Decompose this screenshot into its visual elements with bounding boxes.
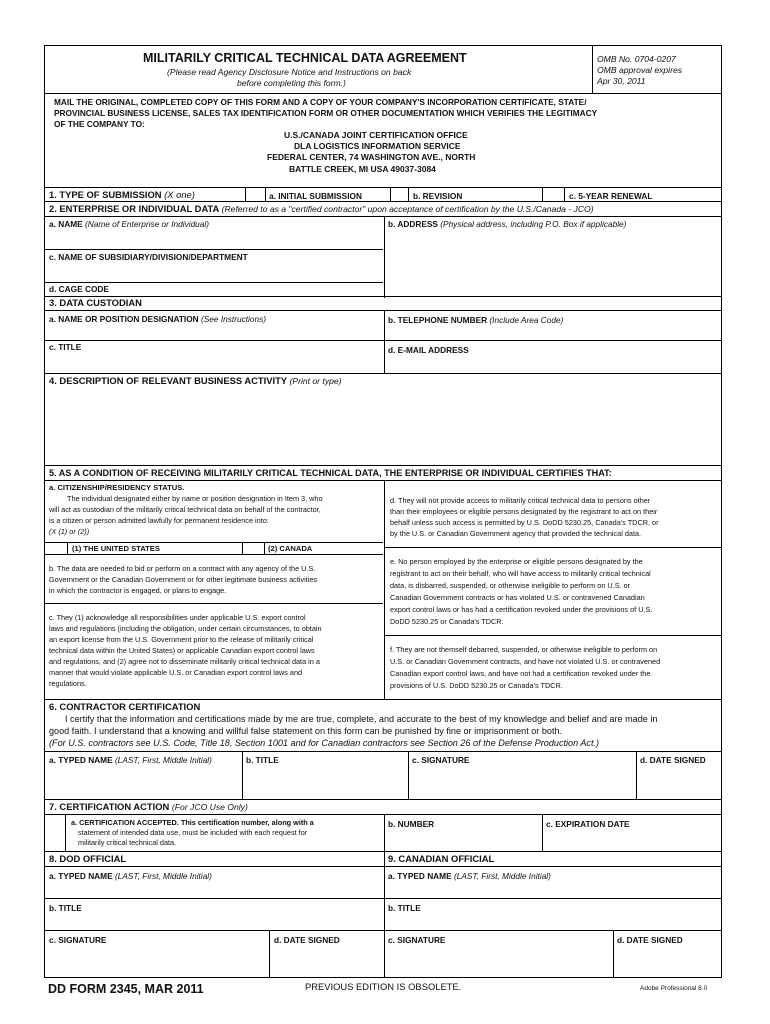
item-5d-line3: behalf unless such access is permitted by U.S. DoDD 5230.25, Canada's TDCR, or	[390, 518, 659, 527]
mail-address-line4: BATTLE CREEK, MI USA 49037-3084	[289, 164, 436, 174]
checkbox-canada[interactable]	[243, 543, 263, 553]
checkbox-5-year-renewal[interactable]	[543, 188, 564, 200]
section5-title: 5. AS A CONDITION OF RECEIVING MILITARILY CRITICAL TECHNICAL DATA, THE ENTERPRISE OR INDIVIDUAL CERTIFIES THAT:	[49, 468, 612, 478]
canadian-title-input[interactable]	[386, 914, 719, 929]
omb-number: OMB No. 0704-0207	[597, 54, 676, 64]
item-5a-title: a. CITIZENSHIP/RESIDENCY STATUS.	[49, 483, 185, 492]
field-6a-label	[49, 755, 212, 765]
item-5e-line4: Canadian Government contracts or has violated U.S. or contravened Canadian	[390, 593, 645, 602]
checkbox-revision[interactable]	[391, 188, 409, 200]
field-8a-label	[49, 871, 212, 881]
custodian-email-input[interactable]	[386, 355, 719, 372]
omb-date: Apr 30, 2011	[597, 76, 646, 86]
item-5c-line5: and regulations, and (2) agree not to disseminate militarily critical technical data in a	[49, 657, 320, 666]
section2-title	[49, 204, 594, 214]
item-5c-line2: laws and regulations (including the obligation, under certain circumstances, to obtain	[49, 624, 322, 633]
field-2a-hint: (Name of Enterprise or Individual)	[84, 219, 210, 229]
section7-label: 7. CERTIFICATION ACTION	[49, 801, 170, 812]
mail-instructions-line3: OF THE COMPANY TO:	[54, 119, 145, 129]
field-3a-label	[49, 314, 266, 324]
item-5c-line7: regulations.	[49, 679, 87, 688]
enterprise-address-input[interactable]	[386, 229, 719, 296]
section4-title	[49, 376, 342, 386]
contractor-date-signed-input[interactable]	[638, 766, 719, 798]
item-5b-line3: in which the contractor is engaged, or plans to engage.	[49, 586, 227, 595]
item-5c-line1: c. They (1) acknowledge all responsibilities under applicable U.S. export control	[49, 613, 306, 622]
section7-title	[49, 802, 248, 812]
section4-label: 4. DESCRIPTION OF RELEVANT BUSINESS ACTIVITY	[49, 375, 287, 386]
field-8b-label: b. TITLE	[49, 903, 82, 913]
option-initial-submission: a. INITIAL SUBMISSION	[269, 191, 362, 201]
business-activity-textarea[interactable]	[47, 388, 719, 464]
contractor-signature-field[interactable]	[410, 766, 634, 798]
item-5b-line1: b. The data are needed to bid or perform on a contract with any agency of the U.S.	[49, 564, 316, 573]
field-2a-label	[49, 219, 209, 229]
field-6a-hint: (LAST, First, Middle Initial)	[114, 755, 212, 765]
item-5e-line6: DoDD 5230.25 or Canada's TDCR.	[390, 617, 504, 626]
field-3b-hint: (Include Area Code)	[489, 315, 564, 325]
form-container	[44, 45, 722, 978]
field-2c-label: c. NAME OF SUBSIDIARY/DIVISION/DEPARTMENT	[49, 252, 248, 262]
mail-instructions-line1: MAIL THE ORIGINAL, COMPLETED COPY OF THIS FORM AND A COPY OF YOUR COMPANY'S INCORPORATION CERTIFICATE, STATE/	[54, 97, 587, 107]
item-5a-line3: is a citizen or person admitted lawfully for permanent residence into:	[49, 516, 269, 525]
canadian-signature-field[interactable]	[386, 946, 611, 976]
field-2b-label	[388, 219, 626, 229]
section2-label: 2. ENTERPRISE OR INDIVIDUAL DATA	[49, 203, 219, 214]
form-title: MILITARILY CRITICAL TECHNICAL DATA AGREEMENT	[143, 51, 467, 65]
section1-label: 1. TYPE OF SUBMISSION	[49, 189, 162, 200]
option-canada: (2) CANADA	[268, 544, 313, 553]
item-5c-line6: manner that would violate applicable U.S. or Canadian export control laws and	[49, 668, 303, 677]
option-united-states: (1) THE UNITED STATES	[72, 544, 160, 553]
cage-code-input[interactable]	[105, 283, 382, 296]
field-7c-label: c. EXPIRATION DATE	[546, 819, 630, 829]
custodian-telephone-input[interactable]	[386, 325, 719, 339]
field-9a-name: a. TYPED NAME	[388, 871, 452, 881]
field-9c-label: c. SIGNATURE	[388, 935, 446, 945]
section4-hint: (Print or type)	[289, 376, 342, 386]
mail-address-line1: U.S./CANADA JOINT CERTIFICATION OFFICE	[284, 130, 468, 140]
field-9b-label: b. TITLE	[388, 903, 421, 913]
item-5d-line4: by the U.S. or Canadian Government agency that provided the technical data.	[390, 529, 642, 538]
checkbox-united-states[interactable]	[47, 543, 66, 553]
mail-address-line3: FEDERAL CENTER, 74 WASHINGTON AVE., NORTH	[267, 152, 476, 162]
item-7a-text: a. CERTIFICATION ACCEPTED. This certification number, along with a	[71, 818, 314, 827]
field-8a-name: a. TYPED NAME	[49, 871, 113, 881]
custodian-title-input[interactable]	[47, 352, 382, 372]
item-5a-line2: will act as custodian of the militarily critical technical data on behalf of the contractor,	[49, 505, 321, 514]
item-5e-line5: export control laws or has had a certification revoked under the provisions of U.S.	[390, 605, 653, 614]
field-3a-hint: (See Instructions)	[200, 314, 267, 324]
dod-title-input[interactable]	[47, 914, 382, 929]
dod-typed-name-input[interactable]	[47, 882, 382, 897]
item-5f-line2: U.S. or Canadian Government contracts, and have not violated U.S. or contravened	[390, 657, 661, 666]
dod-date-signed-input[interactable]	[271, 946, 382, 976]
omb-approval: OMB approval expires	[597, 65, 683, 75]
mail-address-line2: DLA LOGISTICS INFORMATION SERVICE	[294, 141, 461, 151]
option-revision: b. REVISION	[413, 191, 463, 201]
item-5f-line3: Canadian export control laws, and have not had a certification revoked under the	[390, 669, 651, 678]
expiration-date-input[interactable]	[544, 830, 719, 850]
form-number: DD FORM 2345, MAR 2011	[48, 982, 204, 996]
option-5-year-renewal: c. 5-YEAR RENEWAL	[569, 191, 653, 201]
contractor-typed-name-input[interactable]	[47, 766, 240, 798]
checkbox-certification-accepted[interactable]	[47, 816, 64, 849]
field-3b-name: b. TELEPHONE NUMBER	[388, 315, 488, 325]
section3-title: 3. DATA CUSTODIAN	[49, 297, 142, 308]
field-6d-label: d. DATE SIGNED	[640, 755, 706, 765]
certification-text-line1: I certify that the information and certifications made by me are true, complete, and accurate to the best of my knowledge and belief and are made in	[65, 714, 658, 724]
previous-edition-notice: PREVIOUS EDITION IS OBSOLETE.	[305, 981, 462, 992]
section2-hint: (Referred to as a "certified contractor" upon acceptance of certification by the U.S./Canada - JCO)	[221, 204, 594, 214]
dod-signature-field[interactable]	[47, 946, 267, 976]
item-5c-line3: an export license from the U.S. Government prior to the release of militarily critical	[49, 635, 314, 644]
item-5e-line2: registrant to act on their behalf, who will have access to militarily critical technical	[390, 569, 651, 578]
section8-title: 8. DOD OFFICIAL	[49, 853, 127, 864]
field-3d-label: d. E-MAIL ADDRESS	[388, 345, 469, 355]
section1-hint: (X one)	[164, 189, 195, 200]
subsidiary-name-input[interactable]	[47, 262, 382, 282]
field-8a-hint: (LAST, First, Middle Initial)	[114, 871, 212, 881]
canadian-typed-name-input[interactable]	[386, 882, 719, 897]
item-5b-line2: Government or the Canadian Government or for other legitimate business activities	[49, 575, 318, 584]
field-9d-label: d. DATE SIGNED	[617, 935, 683, 945]
item-5d-line2: than their employees or eligible persons designated by the registrant to act on their	[390, 507, 658, 516]
item-5c-line4: technical data within the United States) or applicable Canadian export control laws	[49, 646, 315, 655]
section9-title: 9. CANADIAN OFFICIAL	[388, 853, 495, 864]
field-6c-label: c. SIGNATURE	[412, 755, 470, 765]
field-3b-label	[388, 315, 563, 325]
form-subtitle-line1: (Please read Agency Disclosure Notice and Instructions on back	[167, 67, 412, 77]
field-9a-hint: (LAST, First, Middle Initial)	[453, 871, 551, 881]
section7-hint: (For JCO Use Only)	[171, 802, 248, 812]
field-8c-label: c. SIGNATURE	[49, 935, 107, 945]
custodian-name-input[interactable]	[47, 324, 382, 340]
canadian-date-signed-input[interactable]	[615, 946, 719, 976]
item-7a-line1	[71, 818, 314, 828]
checkbox-initial-submission[interactable]	[246, 188, 266, 200]
enterprise-name-input[interactable]	[47, 229, 382, 249]
certification-number-input[interactable]	[386, 830, 540, 850]
certification-text-line2: good faith. I understand that a knowing and willful false statement on this form can be punished by fine or imprisonment or both.	[49, 726, 563, 736]
item-5a-line1: The individual designated either by name or position designation in Item 3, who	[67, 494, 323, 503]
field-2a-name: a. NAME	[49, 219, 83, 229]
contractor-title-input[interactable]	[244, 766, 406, 798]
field-2b-name: b. ADDRESS	[388, 219, 438, 229]
field-3c-label: c. TITLE	[49, 342, 82, 352]
field-8d-label: d. DATE SIGNED	[274, 935, 340, 945]
field-3a-name: a. NAME OR POSITION DESIGNATION	[49, 314, 199, 324]
field-9a-label	[388, 871, 551, 881]
item-5f-line4: provisions of U.S. DoDD 5230.25 or Canada's TDCR.	[390, 681, 563, 690]
mail-instructions-line2: PROVINCIAL BUSINESS LICENSE, SALES TAX IDENTIFICATION FORM OR OTHER DOCUMENTATION WHICH VERIFIES THE LEGITIMACY	[54, 108, 598, 118]
item-5a-line4: (X (1) or (2))	[49, 527, 90, 536]
item-7a-line2: statement of intended data use, must be included with each request for	[78, 828, 308, 837]
item-5e-line1: e. No person employed by the enterprise or eligible persons designated by the	[390, 557, 643, 566]
item-5f-line1: f. They are not themself debarred, suspended, or otherwise ineligible to perform on	[390, 645, 658, 654]
form-subtitle-line2: before completing this form.)	[237, 78, 346, 88]
field-7b-label: b. NUMBER	[388, 819, 435, 829]
item-5d-line1: d. They will not provide access to militarily critical technical data to persons other	[390, 496, 651, 505]
software-note: Adobe Professional 8.0	[640, 985, 708, 992]
certification-text-line3: (For U.S. contractors see U.S. Code, Title 18, Section 1001 and for Canadian contractors see Section 26 of the Defense Production Act.)	[49, 738, 600, 748]
field-2b-hint: (Physical address, including P.O. Box if applicable)	[440, 219, 627, 229]
field-2d-label: d. CAGE CODE	[49, 284, 109, 294]
item-7a-line3: militarily critical technical data.	[78, 838, 177, 847]
field-6b-label: b. TITLE	[246, 755, 279, 765]
section1-title	[49, 190, 195, 200]
field-6a-name: a. TYPED NAME	[49, 755, 113, 765]
section6-title: 6. CONTRACTOR CERTIFICATION	[49, 701, 201, 712]
item-5e-line3: data, is disbarred, suspended, or otherwise ineligible to perform on U.S. or	[390, 581, 631, 590]
